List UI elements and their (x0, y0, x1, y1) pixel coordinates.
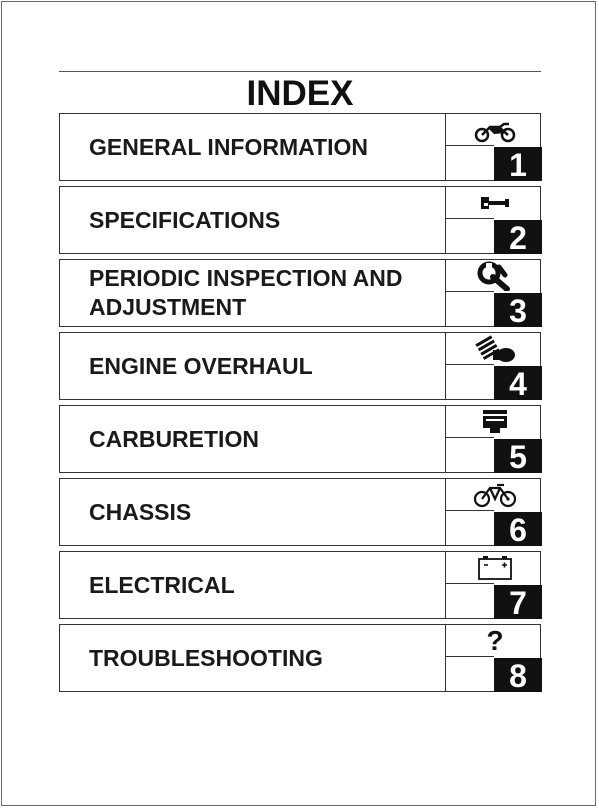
section-tab[interactable] (445, 259, 542, 327)
battery-icon (472, 553, 518, 583)
section-number: 8 (494, 658, 542, 692)
bicycle-icon (472, 480, 518, 510)
entry-label: TROUBLESHOOTING (89, 644, 323, 671)
question-glyph: ? (486, 625, 504, 656)
section-number: 7 (494, 585, 542, 619)
tab-divider (446, 510, 494, 511)
entry-label: ELECTRICAL (89, 571, 235, 598)
index-entry-troubleshooting[interactable] (59, 624, 541, 692)
section-tab[interactable] (445, 405, 542, 473)
tab-divider (446, 437, 494, 438)
tab-divider (446, 656, 494, 657)
index-entry-general-information[interactable] (59, 113, 541, 181)
carburetor-icon (472, 407, 518, 437)
question-icon (472, 626, 518, 656)
section-number: 6 (494, 512, 542, 546)
motorcycle-icon (472, 115, 518, 145)
entry-label: GENERAL INFORMATION (89, 133, 368, 160)
index-entry-carburetion[interactable] (59, 405, 541, 473)
page-title: INDEX (246, 74, 354, 113)
section-tab[interactable] (445, 624, 542, 692)
entry-label: PERIODIC INSPECTION AND ADJUSTMENT (89, 265, 403, 320)
index-entry-chassis[interactable] (59, 478, 541, 546)
section-number: 2 (494, 220, 542, 254)
section-tab[interactable] (445, 332, 542, 400)
entry-label: SPECIFICATIONS (89, 206, 281, 233)
index-entry-electrical[interactable] (59, 551, 541, 619)
wrench-icon (472, 188, 518, 218)
section-tab[interactable] (445, 551, 542, 619)
entry-label: CHASSIS (89, 498, 192, 525)
section-tab[interactable] (445, 186, 542, 254)
engine-icon (472, 334, 518, 364)
top-rule (59, 71, 541, 72)
entry-label: ENGINE OVERHAUL (89, 352, 313, 379)
section-number: 1 (494, 147, 542, 181)
index-entry-periodic-inspection[interactable] (59, 259, 541, 327)
section-number: 4 (494, 366, 542, 400)
section-number: 3 (494, 293, 542, 327)
section-tab[interactable] (445, 478, 542, 546)
spanner-icon (472, 261, 518, 291)
entry-label: CARBURETION (89, 425, 259, 452)
tab-divider (446, 291, 494, 292)
tab-divider (446, 364, 494, 365)
section-tab[interactable] (445, 113, 542, 181)
index-entry-specifications[interactable] (59, 186, 541, 254)
section-number: 5 (494, 439, 542, 473)
tab-divider (446, 583, 494, 584)
index-entry-engine-overhaul[interactable] (59, 332, 541, 400)
tab-divider (446, 218, 494, 219)
tab-divider (446, 145, 494, 146)
